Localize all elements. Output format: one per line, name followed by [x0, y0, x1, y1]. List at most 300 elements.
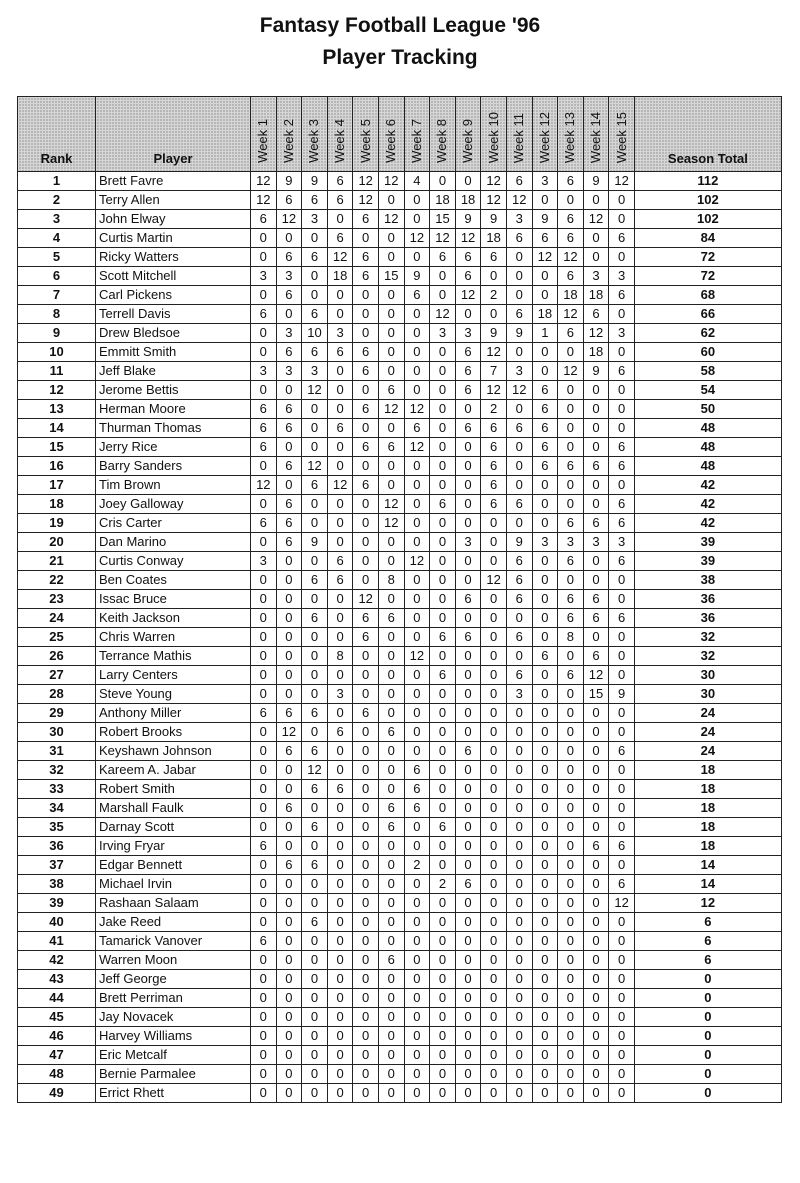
table-row: [18, 989, 782, 1008]
week-score-cell: 0: [378, 837, 404, 856]
week-score-cell: 0: [404, 913, 430, 932]
week-score-cell: 0: [353, 552, 379, 571]
week-score-cell: 0: [276, 609, 302, 628]
player-name-cell: Terrell Davis: [96, 305, 251, 324]
week-score-cell: 0: [378, 875, 404, 894]
week-score-cell: 9: [481, 210, 507, 229]
player-name-cell: Emmitt Smith: [96, 343, 251, 362]
week-score-cell: 0: [404, 248, 430, 267]
week-score-cell: 6: [353, 343, 379, 362]
week-score-cell: 0: [481, 267, 507, 286]
week-score-cell: 0: [327, 799, 353, 818]
week-score-cell: 0: [430, 571, 456, 590]
week-score-cell: 10: [302, 324, 328, 343]
week-score-cell: 0: [404, 628, 430, 647]
week-score-cell: 0: [532, 951, 558, 970]
week-score-cell: 0: [378, 647, 404, 666]
week-score-cell: 0: [430, 685, 456, 704]
week-score-cell: 0: [583, 400, 609, 419]
week-score-cell: 6: [455, 419, 481, 438]
week-score-cell: 6: [378, 609, 404, 628]
week-score-cell: 0: [481, 1008, 507, 1027]
week-score-cell: 0: [481, 780, 507, 799]
week-score-cell: 6: [583, 305, 609, 324]
week-score-cell: 6: [583, 457, 609, 476]
week-score-cell: 12: [455, 286, 481, 305]
week-score-cell: 12: [378, 514, 404, 533]
week-score-cell: 6: [609, 438, 635, 457]
table-row: [18, 267, 782, 286]
week-score-cell: 0: [327, 381, 353, 400]
week-score-cell: 0: [404, 495, 430, 514]
week-score-cell: 0: [455, 818, 481, 837]
week-score-cell: 0: [455, 495, 481, 514]
table-row: [18, 1065, 782, 1084]
week-score-cell: 0: [455, 704, 481, 723]
player-name-cell: Irving Fryar: [96, 837, 251, 856]
week-score-cell: 6: [609, 609, 635, 628]
document-title: Fantasy Football League '96: [259, 14, 541, 37]
week-score-cell: 0: [353, 666, 379, 685]
week-score-cell: 0: [327, 704, 353, 723]
week-score-cell: 0: [481, 1046, 507, 1065]
week-score-cell: 0: [583, 742, 609, 761]
table-row: [18, 400, 782, 419]
week-score-cell: 6: [251, 837, 277, 856]
week-score-cell: 0: [251, 533, 277, 552]
week-score-cell: 6: [430, 495, 456, 514]
season-total-cell: 62: [634, 324, 781, 343]
rank-cell: 37: [18, 856, 96, 875]
table-row: [18, 799, 782, 818]
player-name-cell: Brett Favre: [96, 172, 251, 191]
week-score-cell: 0: [353, 229, 379, 248]
week-score-cell: 9: [506, 533, 532, 552]
week-score-cell: 6: [609, 457, 635, 476]
season-total-cell: 48: [634, 419, 781, 438]
season-total-cell: 0: [634, 970, 781, 989]
week-score-cell: 0: [455, 305, 481, 324]
week-score-cell: 0: [532, 552, 558, 571]
week-score-cell: 0: [609, 476, 635, 495]
week-score-cell: 0: [327, 856, 353, 875]
week-score-cell: 0: [327, 742, 353, 761]
week-score-cell: 0: [481, 1084, 507, 1103]
week-score-cell: 6: [327, 172, 353, 191]
week-score-cell: 0: [430, 989, 456, 1008]
rank-cell: 45: [18, 1008, 96, 1027]
week-score-cell: 0: [276, 913, 302, 932]
week-score-cell: 3: [455, 324, 481, 343]
week-score-cell: 6: [302, 191, 328, 210]
week-score-cell: 0: [532, 799, 558, 818]
player-name-cell: Brett Perriman: [96, 989, 251, 1008]
week-score-cell: 0: [327, 628, 353, 647]
week-score-cell: 8: [378, 571, 404, 590]
week-score-cell: 0: [404, 305, 430, 324]
week-score-cell: 0: [404, 818, 430, 837]
week-score-cell: 0: [378, 476, 404, 495]
player-name-cell: Herman Moore: [96, 400, 251, 419]
week-score-cell: 0: [609, 1065, 635, 1084]
week-score-cell: 0: [404, 343, 430, 362]
week-score-cell: 0: [532, 267, 558, 286]
week-score-cell: 3: [583, 533, 609, 552]
rank-cell: 28: [18, 685, 96, 704]
week-score-cell: 0: [276, 438, 302, 457]
week-score-cell: 0: [404, 324, 430, 343]
week-score-cell: 0: [404, 875, 430, 894]
week-score-cell: 6: [353, 362, 379, 381]
week-score-cell: 0: [327, 457, 353, 476]
week-score-cell: 0: [302, 666, 328, 685]
week-header: Week 2: [276, 97, 302, 172]
week-score-cell: 12: [404, 400, 430, 419]
week-score-cell: 1: [532, 324, 558, 343]
week-score-cell: 6: [404, 286, 430, 305]
week-score-cell: 0: [353, 533, 379, 552]
player-name-cell: Tamarick Vanover: [96, 932, 251, 951]
week-score-cell: 12: [353, 590, 379, 609]
week-score-cell: 0: [583, 723, 609, 742]
week-score-cell: 0: [430, 780, 456, 799]
player-name-cell: Michael Irvin: [96, 875, 251, 894]
week-score-cell: 0: [276, 571, 302, 590]
season-total-cell: 54: [634, 381, 781, 400]
week-score-cell: 0: [481, 704, 507, 723]
week-score-cell: 0: [609, 1084, 635, 1103]
player-name-cell: Steve Young: [96, 685, 251, 704]
week-score-cell: 6: [327, 191, 353, 210]
week-score-cell: 0: [455, 799, 481, 818]
week-score-cell: 0: [583, 495, 609, 514]
week-score-cell: 3: [276, 324, 302, 343]
week-score-cell: 0: [481, 761, 507, 780]
week-score-cell: 12: [251, 476, 277, 495]
week-score-cell: 0: [378, 1065, 404, 1084]
week-score-cell: 0: [404, 381, 430, 400]
week-score-cell: 0: [506, 1027, 532, 1046]
week-score-cell: 9: [609, 685, 635, 704]
season-total-cell: 68: [634, 286, 781, 305]
week-score-cell: 0: [583, 875, 609, 894]
table-row: [18, 913, 782, 932]
week-score-cell: 0: [609, 989, 635, 1008]
week-score-cell: 0: [404, 723, 430, 742]
week-score-cell: 6: [558, 666, 584, 685]
season-total-cell: 36: [634, 590, 781, 609]
week-score-cell: 0: [353, 647, 379, 666]
week-score-cell: 0: [353, 951, 379, 970]
week-score-cell: 0: [481, 799, 507, 818]
table-row: [18, 590, 782, 609]
table-row: [18, 286, 782, 305]
player-name-cell: Errict Rhett: [96, 1084, 251, 1103]
season-total-cell: 24: [634, 723, 781, 742]
player-name-cell: Marshall Faulk: [96, 799, 251, 818]
week-score-cell: 0: [302, 970, 328, 989]
week-score-cell: 0: [378, 780, 404, 799]
week-score-cell: 3: [532, 172, 558, 191]
week-score-cell: 4: [404, 172, 430, 191]
week-score-cell: 0: [251, 1084, 277, 1103]
week-score-cell: 0: [276, 837, 302, 856]
player-name-cell: Robert Brooks: [96, 723, 251, 742]
week-score-cell: 0: [353, 457, 379, 476]
week-score-cell: 6: [455, 248, 481, 267]
week-score-cell: 0: [481, 818, 507, 837]
rank-cell: 30: [18, 723, 96, 742]
week-score-cell: 0: [609, 419, 635, 438]
week-score-cell: 0: [353, 1046, 379, 1065]
week-score-cell: 6: [455, 267, 481, 286]
week-score-cell: 18: [430, 191, 456, 210]
week-score-cell: 12: [583, 210, 609, 229]
week-score-cell: 6: [481, 438, 507, 457]
week-score-cell: 6: [558, 172, 584, 191]
week-score-cell: 0: [378, 286, 404, 305]
week-score-cell: 0: [378, 362, 404, 381]
player-name-cell: Barry Sanders: [96, 457, 251, 476]
week-score-cell: 0: [455, 970, 481, 989]
week-score-cell: 6: [506, 229, 532, 248]
week-score-cell: 6: [378, 438, 404, 457]
week-score-cell: 6: [353, 704, 379, 723]
table-row: [18, 571, 782, 590]
week-score-cell: 12: [276, 723, 302, 742]
week-score-cell: 0: [583, 894, 609, 913]
week-score-cell: 0: [532, 780, 558, 799]
rank-cell: 33: [18, 780, 96, 799]
week-score-cell: 0: [378, 1084, 404, 1103]
week-score-cell: 0: [251, 1008, 277, 1027]
week-score-cell: 12: [481, 571, 507, 590]
week-score-cell: 6: [251, 932, 277, 951]
table-row: [18, 229, 782, 248]
week-score-cell: 0: [609, 856, 635, 875]
season-total-cell: 18: [634, 818, 781, 837]
week-score-cell: 0: [583, 761, 609, 780]
week-score-cell: 0: [481, 628, 507, 647]
week-score-cell: 0: [481, 590, 507, 609]
week-score-cell: 6: [609, 552, 635, 571]
week-score-cell: 12: [378, 400, 404, 419]
week-score-cell: 6: [583, 514, 609, 533]
week-score-cell: 0: [302, 438, 328, 457]
week-score-cell: 0: [327, 666, 353, 685]
week-score-cell: 0: [276, 932, 302, 951]
table-row: [18, 951, 782, 970]
week-score-cell: 0: [302, 1046, 328, 1065]
week-score-cell: 6: [276, 742, 302, 761]
table-row: [18, 419, 782, 438]
table-row: [18, 1084, 782, 1103]
week-header: Week 9: [455, 97, 481, 172]
week-score-cell: 12: [558, 362, 584, 381]
week-score-cell: 6: [455, 875, 481, 894]
season-total-cell: 60: [634, 343, 781, 362]
player-name-cell: Larry Centers: [96, 666, 251, 685]
week-score-cell: 0: [430, 647, 456, 666]
player-name-cell: Jerry Rice: [96, 438, 251, 457]
week-score-cell: 0: [302, 875, 328, 894]
week-score-cell: 0: [353, 818, 379, 837]
week-score-cell: 0: [532, 571, 558, 590]
player-name-cell: Scott Mitchell: [96, 267, 251, 286]
season-total-header: Season Total: [634, 97, 781, 172]
week-score-cell: 0: [532, 1065, 558, 1084]
week-score-cell: 6: [353, 210, 379, 229]
week-score-cell: 0: [609, 647, 635, 666]
week-score-cell: 0: [378, 685, 404, 704]
week-score-cell: 6: [506, 590, 532, 609]
player-name-cell: Thurman Thomas: [96, 419, 251, 438]
player-name-cell: Robert Smith: [96, 780, 251, 799]
week-score-cell: 6: [609, 514, 635, 533]
week-score-cell: 0: [430, 400, 456, 419]
week-score-cell: 0: [558, 761, 584, 780]
week-score-cell: 0: [302, 1084, 328, 1103]
week-score-cell: 0: [430, 1027, 456, 1046]
season-total-cell: 42: [634, 514, 781, 533]
week-score-cell: 0: [251, 818, 277, 837]
week-score-cell: 0: [251, 913, 277, 932]
rank-cell: 24: [18, 609, 96, 628]
week-score-cell: 0: [558, 856, 584, 875]
week-score-cell: 6: [609, 286, 635, 305]
table-row: [18, 837, 782, 856]
week-score-cell: 0: [506, 1008, 532, 1027]
week-score-cell: 0: [353, 1008, 379, 1027]
week-score-cell: 0: [583, 1084, 609, 1103]
week-score-cell: 7: [481, 362, 507, 381]
rank-cell: 47: [18, 1046, 96, 1065]
player-name-cell: Issac Bruce: [96, 590, 251, 609]
player-name-cell: Curtis Martin: [96, 229, 251, 248]
week-score-cell: 0: [455, 723, 481, 742]
week-score-cell: 0: [327, 894, 353, 913]
week-score-cell: 0: [558, 1027, 584, 1046]
week-score-cell: 0: [558, 400, 584, 419]
week-score-cell: 0: [609, 761, 635, 780]
week-score-cell: 0: [455, 400, 481, 419]
week-score-cell: 0: [609, 799, 635, 818]
week-score-cell: 0: [276, 1065, 302, 1084]
table-row: [18, 210, 782, 229]
week-score-cell: 0: [276, 229, 302, 248]
week-score-cell: 0: [276, 476, 302, 495]
week-score-cell: 12: [404, 647, 430, 666]
week-score-cell: 0: [327, 286, 353, 305]
season-total-cell: 32: [634, 647, 781, 666]
week-score-cell: 0: [583, 1008, 609, 1027]
season-total-cell: 72: [634, 248, 781, 267]
rank-cell: 34: [18, 799, 96, 818]
week-header: Week 13: [558, 97, 584, 172]
week-score-cell: 0: [353, 324, 379, 343]
week-score-cell: 0: [506, 704, 532, 723]
rank-cell: 49: [18, 1084, 96, 1103]
week-score-cell: 0: [609, 970, 635, 989]
week-score-cell: 0: [532, 1084, 558, 1103]
week-score-cell: 6: [302, 704, 328, 723]
season-total-cell: 14: [634, 856, 781, 875]
week-score-cell: 0: [481, 913, 507, 932]
week-score-cell: 0: [583, 571, 609, 590]
table-row: [18, 894, 782, 913]
season-total-cell: 6: [634, 932, 781, 951]
week-score-cell: 0: [506, 913, 532, 932]
week-header: Week 15: [609, 97, 635, 172]
week-score-cell: 6: [609, 495, 635, 514]
week-score-cell: 0: [506, 609, 532, 628]
week-score-cell: 6: [302, 343, 328, 362]
week-score-cell: 12: [481, 191, 507, 210]
week-score-cell: 0: [532, 628, 558, 647]
week-score-cell: 0: [609, 305, 635, 324]
week-score-cell: 6: [455, 742, 481, 761]
week-score-cell: 0: [558, 742, 584, 761]
week-score-cell: 0: [583, 780, 609, 799]
week-score-cell: 0: [276, 381, 302, 400]
week-score-cell: 18: [558, 286, 584, 305]
week-score-cell: 0: [532, 476, 558, 495]
week-score-cell: 0: [558, 476, 584, 495]
week-score-cell: 0: [302, 514, 328, 533]
week-score-cell: 0: [430, 970, 456, 989]
week-score-cell: 0: [430, 419, 456, 438]
week-score-cell: 6: [302, 818, 328, 837]
rank-cell: 41: [18, 932, 96, 951]
week-score-cell: 0: [583, 229, 609, 248]
week-score-cell: 0: [378, 419, 404, 438]
week-score-cell: 12: [404, 552, 430, 571]
week-score-cell: 6: [455, 628, 481, 647]
week-score-cell: 0: [251, 1046, 277, 1065]
week-score-cell: 0: [251, 685, 277, 704]
week-score-cell: 0: [430, 1046, 456, 1065]
week-score-cell: 12: [276, 210, 302, 229]
week-score-cell: 18: [583, 286, 609, 305]
week-score-cell: 0: [558, 381, 584, 400]
week-score-cell: 0: [506, 742, 532, 761]
week-score-cell: 3: [506, 685, 532, 704]
week-score-cell: 0: [327, 438, 353, 457]
week-score-cell: 8: [327, 647, 353, 666]
player-name-cell: Jerome Bettis: [96, 381, 251, 400]
rank-cell: 22: [18, 571, 96, 590]
week-score-cell: 0: [506, 761, 532, 780]
season-total-cell: 42: [634, 495, 781, 514]
table-row: [18, 552, 782, 571]
season-total-cell: 39: [634, 533, 781, 552]
week-score-cell: 0: [251, 951, 277, 970]
week-score-cell: 0: [251, 248, 277, 267]
rank-cell: 29: [18, 704, 96, 723]
week-score-cell: 0: [583, 438, 609, 457]
week-score-cell: 3: [302, 362, 328, 381]
week-score-cell: 6: [276, 799, 302, 818]
week-score-cell: 0: [404, 837, 430, 856]
week-score-cell: 0: [251, 1065, 277, 1084]
week-score-cell: 0: [378, 894, 404, 913]
week-score-cell: 12: [378, 210, 404, 229]
week-score-cell: 0: [583, 704, 609, 723]
week-score-cell: 0: [276, 1046, 302, 1065]
week-score-cell: 0: [276, 875, 302, 894]
week-score-cell: 0: [506, 799, 532, 818]
week-score-cell: 0: [251, 761, 277, 780]
